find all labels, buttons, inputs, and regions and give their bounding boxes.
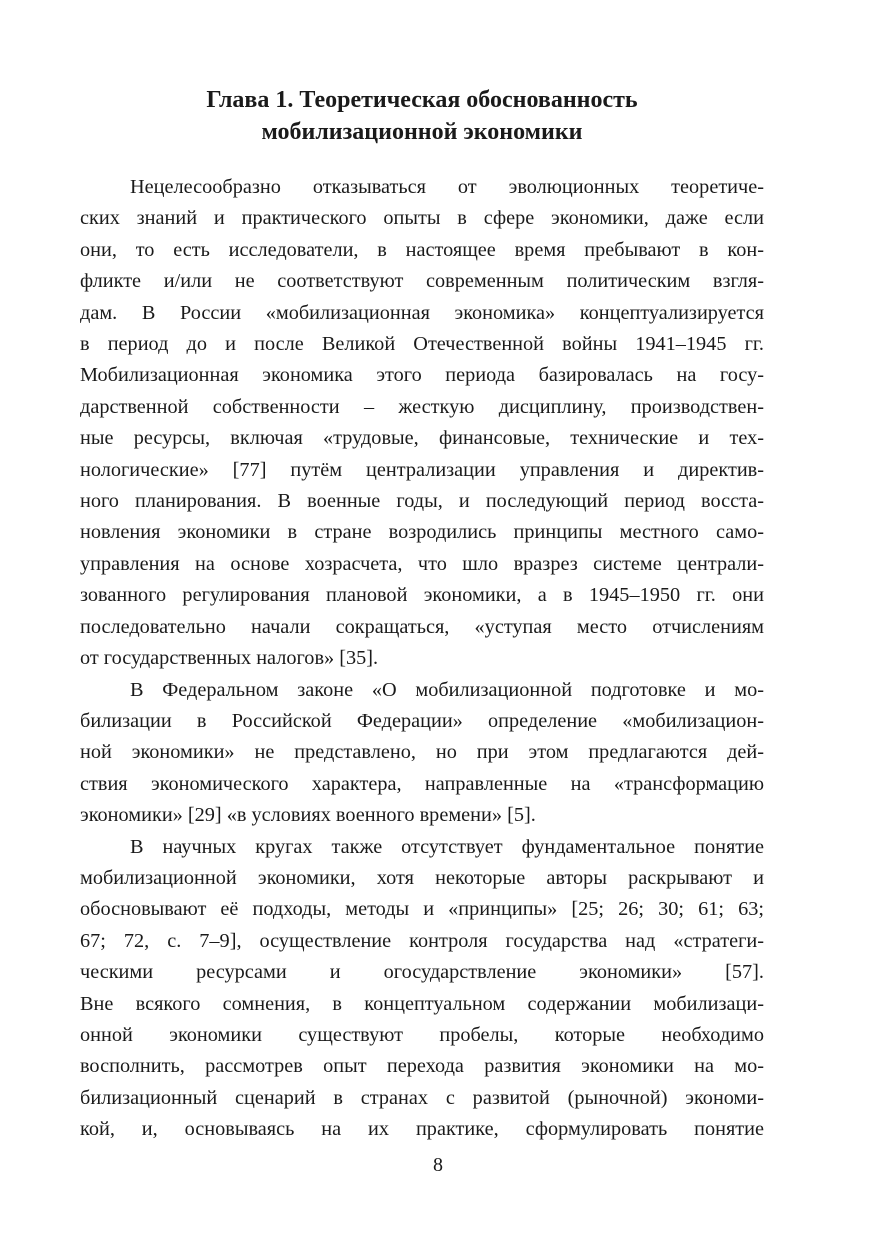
text-line: Вне всякого сомнения, в концептуальном содержании мобилизаци- [80,992,764,1015]
chapter-title [80,84,764,148]
chapter-title-line-2: мобилизационной экономики [261,119,583,145]
text-line: зованного регулирования плановой экономики, а в 1945–1950 гг. они [80,584,764,607]
text-line: в период до и после Великой Отечественной войны 1941–1945 гг. [80,333,764,356]
text-line: фликте и/или не соответствуют современным политическим взгля- [80,270,764,293]
text-line: дарственной собственности – жесткую дисциплину, производствен- [80,395,764,418]
text-line: от государственных налогов» [35]. [80,647,379,670]
text-line: обосновывают её подходы, методы и «принципы» [25; 26; 30; 61; 63; [80,898,764,921]
text-line: онной экономики существуют пробелы, которые необходимо [80,1023,764,1046]
text-line: ные ресурсы, включая «трудовые, финансовые, технические и тех- [80,427,764,450]
text-line: ной экономики» не представлено, но при этом предлагаются дей- [80,741,764,764]
text-line: В Федеральном законе «О мобилизационной подготовке и мо- [130,678,764,701]
text-line: В научных кругах также отсутствует фундаментальное понятие [130,835,764,858]
text-line: Нецелесообразно отказываться от эволюционных теоретиче- [130,176,764,198]
text-line: мобилизационной экономики, хотя некоторые авторы раскрывают и [80,866,764,889]
text-line: ских знаний и практического опыты в сфере экономики, даже если [80,207,764,230]
paragraph-2 [80,675,764,832]
chapter-title-line-1: Глава 1. Теоретическая обоснованность [206,87,638,113]
text-line: ного планирования. В военные годы, и последующий период восста- [80,490,764,513]
text-line: Мобилизационная экономика этого периода базировалась на госу- [80,364,764,387]
text-line: они, то есть исследователи, в настоящее время пребывают в кон- [80,238,764,261]
text-line: билизации в Российской Федерации» определение «мобилизацион- [80,709,764,732]
text-line: кой, и, основываясь на их практике, сформулировать понятие [80,1118,764,1141]
text-line: экономики» [29] «в условиях военного времени» [5]. [80,804,536,827]
text-line: дам. В России «мобилизационная экономика» концептуализируется [80,301,764,324]
chapter-body [80,172,764,1146]
paragraph-1 [80,172,764,675]
text-line: билизационный сценарий в странах с развитой (рыночной) экономи- [80,1086,764,1109]
text-line: 67; 72, с. 7–9], осуществление контроля государства над «стратеги- [80,929,764,952]
paragraph-3 [80,832,764,1146]
page-number: 8 [433,1154,443,1176]
text-line: нологические» [77] путём централизации управления и директив- [80,458,764,481]
text-line: новления экономики в стране возродились принципы местного само- [80,521,764,544]
text-line: восполнить, рассмотрев опыт перехода развития экономики на мо- [80,1055,764,1078]
text-line: управления на основе хозрасчета, что шло вразрез системе централи- [80,552,764,575]
text-line: последовательно начали сокращаться, «уступая место отчислениям [80,615,764,638]
text-line: ствия экономического характера, направленные на «трансформацию [80,772,764,795]
text-line: ческими ресурсами и огосударствление экономики» [57]. [80,961,764,984]
